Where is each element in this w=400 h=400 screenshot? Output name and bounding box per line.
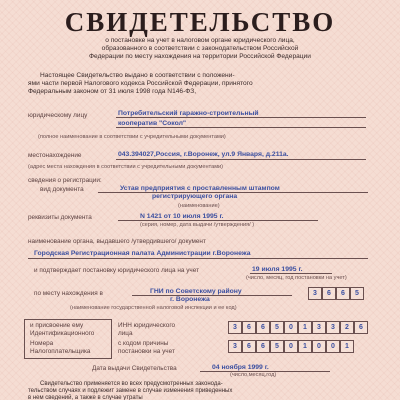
document-details-label: реквизиты документа <box>28 214 92 221</box>
kpp-digit: 0 <box>312 340 326 353</box>
confirm-hint: (число, месяц, год постановки на учет) <box>246 275 347 281</box>
issue-date-value: 04 ноября 1999 г. <box>212 364 269 371</box>
location-label: местонахождение <box>28 152 82 159</box>
inn-digit: 6 <box>242 321 256 334</box>
footer-line-2: тельством случаях и подлежит замене в случае изменения приведенных <box>28 388 233 394</box>
intro-line-2: ями части первой Налогового кодекса Российской Федерации, принятого <box>28 80 253 87</box>
tax-office-code-digit: 3 <box>308 287 322 300</box>
entity-name-line-1: Потребительский гаражно-строительный <box>118 110 259 117</box>
subtitle-line-3: Федерации по месту нахождения на территории Российской Федерации <box>89 53 311 60</box>
confirm-date-underline <box>250 273 332 274</box>
document-details-value: N 1421 от 10 июля 1995 г. <box>140 213 224 220</box>
subtitle-line-2: образованного в соответствии с законодательством Российской <box>101 45 299 52</box>
kpp-digit: 3 <box>228 340 242 353</box>
tax-office-value-2: г. Воронежа <box>170 296 210 303</box>
entity-underline-1 <box>116 117 366 118</box>
inn-digit: 3 <box>312 321 326 334</box>
document-details-underline <box>118 220 318 221</box>
kpp-digit: 0 <box>284 340 298 353</box>
kpp-digit: 1 <box>298 340 312 353</box>
location-underline <box>116 159 366 160</box>
issue-date-label: Дата выдачи Свидетельства <box>92 365 177 372</box>
inn-digit: 3 <box>228 321 242 334</box>
entity-label: юридическому лицу <box>28 112 88 119</box>
inn-digit: 6 <box>256 321 270 334</box>
inn-digit: 1 <box>298 321 312 334</box>
inn-label-4: Налогоплательщика <box>30 348 91 355</box>
kpp-field-label-2: постановки на учет <box>118 348 175 355</box>
document-details-hint: (серия, номер, дата выдачи /утверждения/ ) <box>140 222 255 228</box>
intro-line-3: Федеральным законом от 31 июля 1998 года N146-ФЗ, <box>28 88 197 95</box>
issuing-org-label: наименование органа, выдавшего /утвердившего/ документ <box>28 238 206 245</box>
issuing-org-value: Городская Регистрационная палата Администрации г.Воронежа <box>34 250 251 257</box>
subtitle-line-1: о постановке на учет в налоговом органе юридического лица, <box>105 37 295 44</box>
inn-digit: 3 <box>326 321 340 334</box>
kpp-digit: 0 <box>326 340 340 353</box>
tax-office-value-1: ГНИ по Советскому району <box>150 288 242 295</box>
inn-digit: 2 <box>340 321 354 334</box>
footer-line-3: в нем сведений, а также в случае утраты <box>28 395 143 400</box>
kpp-digit: 6 <box>242 340 256 353</box>
location-hint: (адрес места нахождения в соответствии с учредительными документами) <box>28 164 224 170</box>
inn-field-label-1: ИНН юридического <box>118 322 176 329</box>
document-type-value: Устав предприятия с проставленным штампом <box>120 185 280 192</box>
inn-label-3: Номера <box>30 340 54 347</box>
kpp-digit: 6 <box>256 340 270 353</box>
issue-date-hint: (число,месяц,год) <box>230 372 277 378</box>
confirm-text: и подтверждает постановку юридического лица на учет <box>34 267 200 274</box>
entity-hint: (полное наименование в соответствии с учредительными документами) <box>38 134 226 140</box>
footer-line-1: Свидетельство применяется во всех предусмотренных законода- <box>40 381 223 387</box>
tax-office-code-digit: 5 <box>350 287 364 300</box>
inn-label-1: и присвоение ему <box>30 322 84 329</box>
confirm-date: 19 июля 1995 г. <box>252 266 303 273</box>
document-type-hint: (наименование) <box>178 203 220 209</box>
kpp-digit: 1 <box>340 340 354 353</box>
inn-label-2: Идентификационного <box>30 330 95 337</box>
location-value: 043.394027,Россия, г.Воронеж, ул.9 Января, д.211а. <box>118 151 289 158</box>
tax-office-underline <box>132 295 292 296</box>
kpp-field-label-1: с кодом причины <box>118 340 169 347</box>
kpp-digit: 5 <box>270 340 284 353</box>
tax-office-hint: (наименование государственной налоговой инспекции и ее код) <box>70 305 237 311</box>
document-type-label: вид документа <box>40 186 84 193</box>
registration-label: сведения о регистрации: <box>28 177 102 184</box>
entity-underline-2 <box>116 127 366 128</box>
tax-office-code-digit: 6 <box>336 287 350 300</box>
document-type-value-2: регистрирующего органа <box>152 193 238 200</box>
inn-digit: 5 <box>270 321 284 334</box>
entity-name-line-2: кооператив "Сокол" <box>118 120 187 127</box>
certificate-title: СВИДЕТЕЛЬСТВО <box>64 7 336 37</box>
tax-office-label: по месту нахождения в <box>34 290 103 297</box>
inn-digit: 6 <box>354 321 368 334</box>
tax-office-code-digit: 6 <box>322 287 336 300</box>
inn-digit: 0 <box>284 321 298 334</box>
inn-field-label-2: лица <box>118 330 133 337</box>
intro-line-1: Настоящее Свидетельство выдано в соответствии с положени- <box>40 72 235 79</box>
issuing-org-underline <box>28 258 368 259</box>
